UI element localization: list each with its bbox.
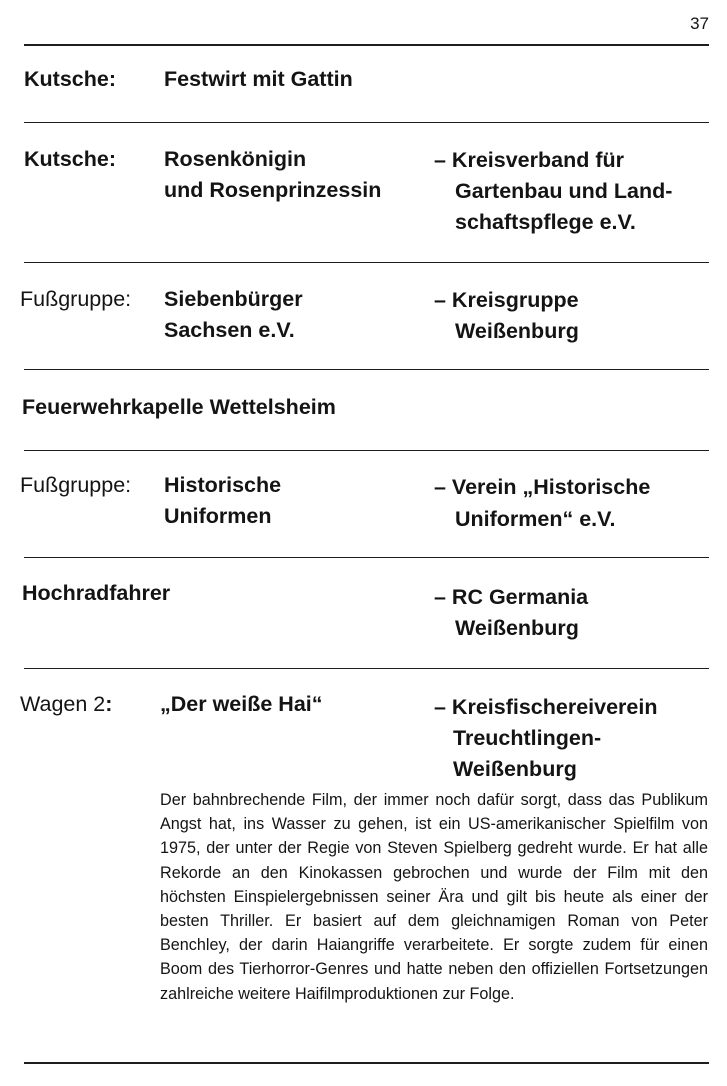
entry-org-line: Uniformen“ e.V.	[455, 507, 616, 531]
entry-name-line: Feuerwehrkapelle Wettelsheim	[22, 395, 336, 419]
entry-org-line: schaftspflege e.V.	[455, 210, 636, 234]
entry-org-line: Weißenburg	[455, 616, 579, 640]
entry-type-label: Kutsche:	[24, 147, 116, 171]
top-rule	[24, 44, 709, 46]
entry-type-label	[20, 689, 112, 720]
entry-type-label: Kutsche:	[24, 67, 116, 91]
entry-org-line: – Kreisgruppe	[434, 288, 579, 312]
entry-org-line: – Verein „Historische	[434, 475, 651, 499]
divider	[24, 450, 709, 451]
entry-name-line: und Rosenprinzessin	[164, 178, 382, 202]
entry-type-text: Wagen 2	[20, 692, 106, 716]
entry-name-line: Sachsen e.V.	[164, 318, 295, 342]
entry-name-line: Rosenkönigin	[164, 147, 307, 171]
entry-description: Der bahnbrechende Film, der immer noch dafür sorgt, dass das Publikum Angst hat, ins Wasser zu gehen, ist ein US-amerikanischer Spielfilm von 1975, der unter der Regie von Steven Spielberg gedreht wurde. Er hat alle Rekorde an den Kinokassen gebrochen und wurde der Film mit den höchsten Einspielergebnissen seiner Ära und gilt bis heute als einer der besten Thriller. Er basiert auf dem gleichnamigen Roman von Peter Benchley, der darin Haiangriffe verarbeitete. Er sorgte zudem für einen Boom des Tierhorror-Genres und hatte neben den offiziellen Fortsetzungen zahlreiche weitere Haifilmproduktionen zur Folge.	[160, 791, 708, 1003]
entry-name-line: Hochradfahrer	[22, 581, 171, 605]
entry-name-line: Uniformen	[164, 504, 272, 528]
divider	[24, 122, 709, 123]
entry-type-label: Fußgruppe:	[20, 287, 132, 311]
entry-org-line: – Kreisverband für	[434, 148, 624, 172]
entry-name-line: Festwirt mit Gattin	[164, 67, 353, 91]
entry-org-line: – RC Germania	[434, 585, 589, 609]
entry-org-line: Gartenbau und Land-	[455, 179, 673, 203]
page-number: 37	[690, 14, 709, 33]
entry-org-line: Weißenburg	[453, 757, 577, 781]
divider	[24, 262, 709, 263]
divider	[24, 557, 709, 558]
divider	[24, 369, 709, 370]
entry-name-line: „Der weiße Hai“	[160, 692, 323, 716]
entry-org-line: Weißenburg	[455, 319, 579, 343]
entry-type-colon: :	[105, 692, 113, 716]
entry-type-label: Fußgruppe:	[20, 473, 132, 497]
entry-org-line: Treuchtlingen-	[453, 726, 602, 750]
divider	[24, 668, 709, 669]
entry-name-line: Siebenbürger	[164, 287, 303, 311]
entry-name-line: Historische	[164, 473, 282, 497]
entry-org-line: – Kreisfischereiverein	[434, 695, 658, 719]
bottom-rule	[24, 1062, 709, 1064]
